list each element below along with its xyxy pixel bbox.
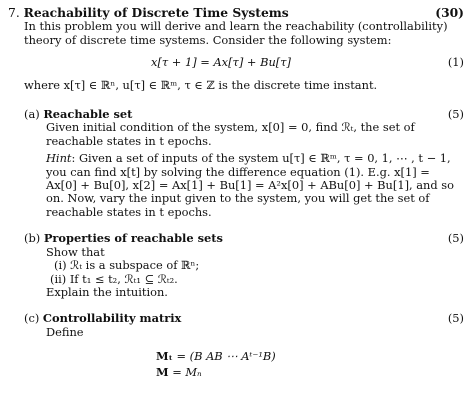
part-b-explain: Explain the intuition. [46, 284, 168, 299]
part-c-header [8, 312, 464, 325]
equation-text: x[τ + 1] = Ax[τ] + Bu[τ] [151, 55, 291, 70]
equation-number: (1) [447, 55, 464, 70]
part-a-question: Given initial condition of the system, x[0] = 0, find ℛₜ, the set of reachable states in t epochs. [46, 120, 415, 148]
part-c-define: Define [46, 324, 84, 339]
part-b-title: Properties of reachable sets [43, 231, 223, 246]
mt-definition [156, 348, 464, 364]
part-c-points: (5) [447, 311, 464, 326]
problem-number: 7. [8, 6, 20, 20]
part-a-hint [8, 152, 464, 219]
item-2-text: If t₁ ≤ t₂, ℛₜ₁ ⊆ ℛₜ₂. [69, 271, 178, 286]
part-b-item-2 [8, 273, 464, 286]
where-clause: where x[τ] ∈ ℝⁿ, u[τ] ∈ ℝᵐ, τ ∈ ℤ is the discrete time instant. [24, 77, 378, 92]
problem-header [8, 6, 464, 20]
part-c-label: (c) [24, 311, 40, 326]
m-expression: = Mₙ [168, 365, 202, 380]
part-b [8, 232, 464, 299]
mt-expression: = (B AB ⋯ Aᵗ⁻¹B) [172, 349, 276, 364]
part-a-title: Reachable set [43, 107, 133, 122]
part-a-label: (a) [24, 107, 40, 122]
problem-intro: In this problem you will derive and learn the reachability (controllability) theory of discrete time systems. Consider the following system: [24, 19, 448, 47]
part-a-points: (5) [447, 107, 464, 122]
m-definition [156, 364, 464, 380]
problem-title: Reachability of Discrete Time Systems [23, 5, 289, 20]
hint-label: Hint [46, 151, 72, 166]
hint-text: : Given a set of inputs of the system u[τ] ∈ ℝᵐ, τ = 0, 1, ⋯ , t − 1, you can find x[t] by solving the difference equation (1). E.g. x[1] = Ax[0] + Bu[0], x[2] = Ax[1] + Bu[1] = A²x[0] + ABu[0] + Bu[1], and so on. Now, vary the input given to the system, you will get the set of reachable states in t epochs. [46, 151, 455, 219]
part-b-points: (5) [447, 231, 464, 246]
part-c [8, 312, 464, 380]
item-1-text: ℛₜ is a subspace of ℝⁿ; [70, 258, 200, 273]
m-symbol: M [156, 365, 169, 380]
item-1-label: (i) [54, 258, 67, 273]
part-c-title: Controllability matrix [42, 311, 182, 326]
problem-points: (30) [435, 5, 464, 20]
part-a-header [8, 108, 464, 121]
part-b-header [8, 232, 464, 245]
controllability-matrix [8, 348, 464, 380]
part-b-label: (b) [24, 231, 41, 246]
part-b-show-that: Show that [46, 244, 105, 259]
part-a [8, 108, 464, 219]
item-2-label: (ii) [50, 271, 67, 286]
system-equation [8, 56, 464, 69]
part-b-item-1 [8, 259, 464, 272]
mt-symbol: Mₜ [156, 349, 173, 364]
